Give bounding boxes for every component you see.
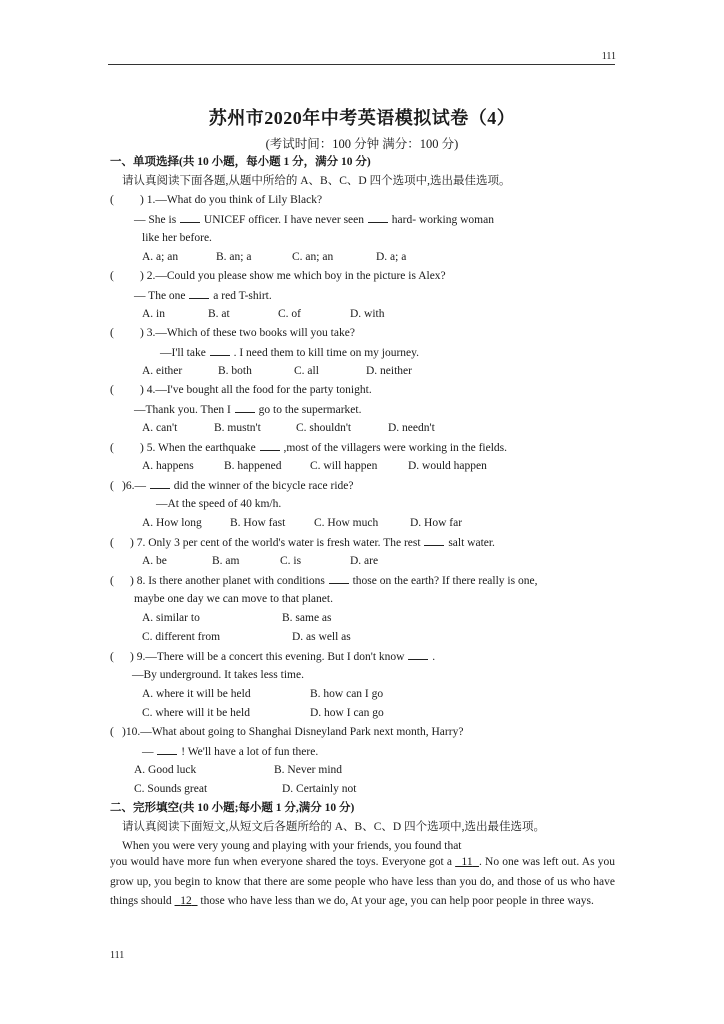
answer-blank [180,212,200,223]
section1-instruction: 请认真阅读下面各题,从题中所给的 A、B、C、D 四个选项中,选出最佳选项。 [122,175,511,187]
q6-option-c: C. How much [314,517,379,529]
q3-option-b: B. both [218,365,252,377]
q2-option-a: A. in [142,308,165,320]
q10-option-c: C. Sounds great [134,783,208,795]
q1-option-d: D. a; a [376,251,407,263]
answer-blank [150,478,170,489]
q9-option-d: D. how I can go [310,707,384,719]
q6-option-a: A. How long [142,517,202,529]
question-8-line2: maybe one day we can move to that planet. [134,593,333,605]
q2-option-c: C. of [278,308,301,320]
page-subtitle: (考试时间：100 分钟 满分：100 分) [265,137,459,151]
q6-option-d: D. How far [410,517,463,529]
answer-blank [368,212,388,223]
page-title: 苏州市2020年中考英语模拟试卷（4） [208,108,516,128]
question-7: ( ) 7. Only 3 per cent of the world's water is fresh water. The rest salt water. [110,537,495,549]
q8-option-c: C. different from [142,631,221,643]
q8-option-a: A. similar to [142,612,200,624]
question-1: ( ) 1.—What do you think of Lily Black? [110,194,323,206]
answer-blank [157,744,177,755]
answer-blank [408,649,428,660]
question-4: ( ) 4.—I've bought all the food for the party tonight. [110,384,372,396]
q1-option-a: A. a; an [142,251,179,263]
q7-option-b: B. am [212,555,240,567]
answer-blank [189,288,209,299]
q7-option-c: C. is [280,555,302,567]
section2-heading: 二、完形填空(共 10 小题;每小题 1 分,满分 10 分) [110,802,355,814]
section2-instruction: 请认真阅读下面短文,从短文后各题所给的 A、B、C、D 四个选项中,选出最佳选项。 [122,821,545,833]
q10-option-b: B. Never mind [274,764,343,776]
q1-option-b: B. an; a [216,251,252,263]
question-3-line2: —I'll take . I need them to kill time on my journey. [160,347,420,359]
question-6-line2: —At the speed of 40 km/h. [156,498,282,510]
question-8: ( ) 8. Is there another planet with conditions those on the earth? If there really is one, [110,575,538,587]
q1-option-c: C. an; an [292,251,334,263]
answer-blank [329,573,349,584]
q3-option-c: C. all [294,365,319,377]
question-10: ( )10.—What about going to Shanghai Disneyland Park next month, Harry? [110,726,464,738]
q5-option-c: C. will happen [310,460,378,472]
q7-option-a: A. be [142,555,167,567]
q3-option-a: A. either [142,365,183,377]
q2-option-d: D. with [350,308,385,320]
question-9-line2: —By underground. It takes less time. [132,669,304,681]
q4-option-b: B. mustn't [214,422,261,434]
question-5: ( ) 5. When the earthquake ,most of the villagers were working in the fields. [110,442,508,454]
q4-option-c: C. shouldn't [296,422,352,434]
passage-line1: When you were very young and playing with your friends, you found that [122,840,462,852]
q6-option-b: B. How fast [230,517,286,529]
answer-blank [260,440,280,451]
cloze-blank-11: 11 [461,856,473,868]
header-rule [108,64,615,65]
q5-option-b: B. happened [224,460,282,472]
q9-option-b: B. how can I go [310,688,384,700]
q5-option-a: A. happens [142,460,194,472]
q9-option-c: C. where will it be held [142,707,250,719]
passage-body: you would have more fun when everyone shared the toys. Everyone got a 11 . No one was left out. As you grow up, you begin to know that there are some people who have less than you do, and those of us who have things should 12 those who have less than we do, At your age, you can help poor people in three ways. [110,856,615,907]
cloze-blank-12: 12 [180,895,192,907]
q8-option-d: D. as well as [292,631,351,643]
q5-option-d: D. would happen [408,460,487,472]
q2-option-b: B. at [208,308,230,320]
q10-option-a: A. Good luck [134,764,197,776]
q4-option-d: D. needn't [388,422,435,434]
footer-page-number: 111 [110,950,125,961]
question-1-line2: — She is UNICEF officer. I have never seen hard- working woman [134,214,494,226]
question-2: ( ) 2.—Could you please show me which boy in the picture is Alex? [110,270,446,282]
q4-option-a: A. can't [142,422,178,434]
question-1-line3: like her before. [142,232,212,244]
q10-option-d: D. Certainly not [282,783,357,795]
q3-option-d: D. neither [366,365,412,377]
question-2-line2: — The one a red T-shirt. [134,290,272,302]
section1-heading: 一、单项选择(共 10 小题，每小题 1 分，满分 10 分) [110,156,371,168]
q8-option-b: B. same as [282,612,332,624]
q7-option-d: D. are [350,555,379,567]
header-page-number: 111 [601,51,616,62]
q9-option-a: A. where it will be held [142,688,251,700]
question-4-line2: —Thank you. Then I go to the supermarket. [134,404,362,416]
question-9: ( ) 9.—There will be a concert this evening. But I don't know . [110,651,436,663]
answer-blank [424,535,444,546]
answer-blank [210,345,230,356]
answer-blank [235,402,255,413]
question-10-line2: — ! We'll have a lot of fun there. [142,746,319,758]
question-6: ( )6.— did the winner of the bicycle race ride? [110,480,354,492]
question-3: ( ) 3.—Which of these two books will you take? [110,327,355,339]
